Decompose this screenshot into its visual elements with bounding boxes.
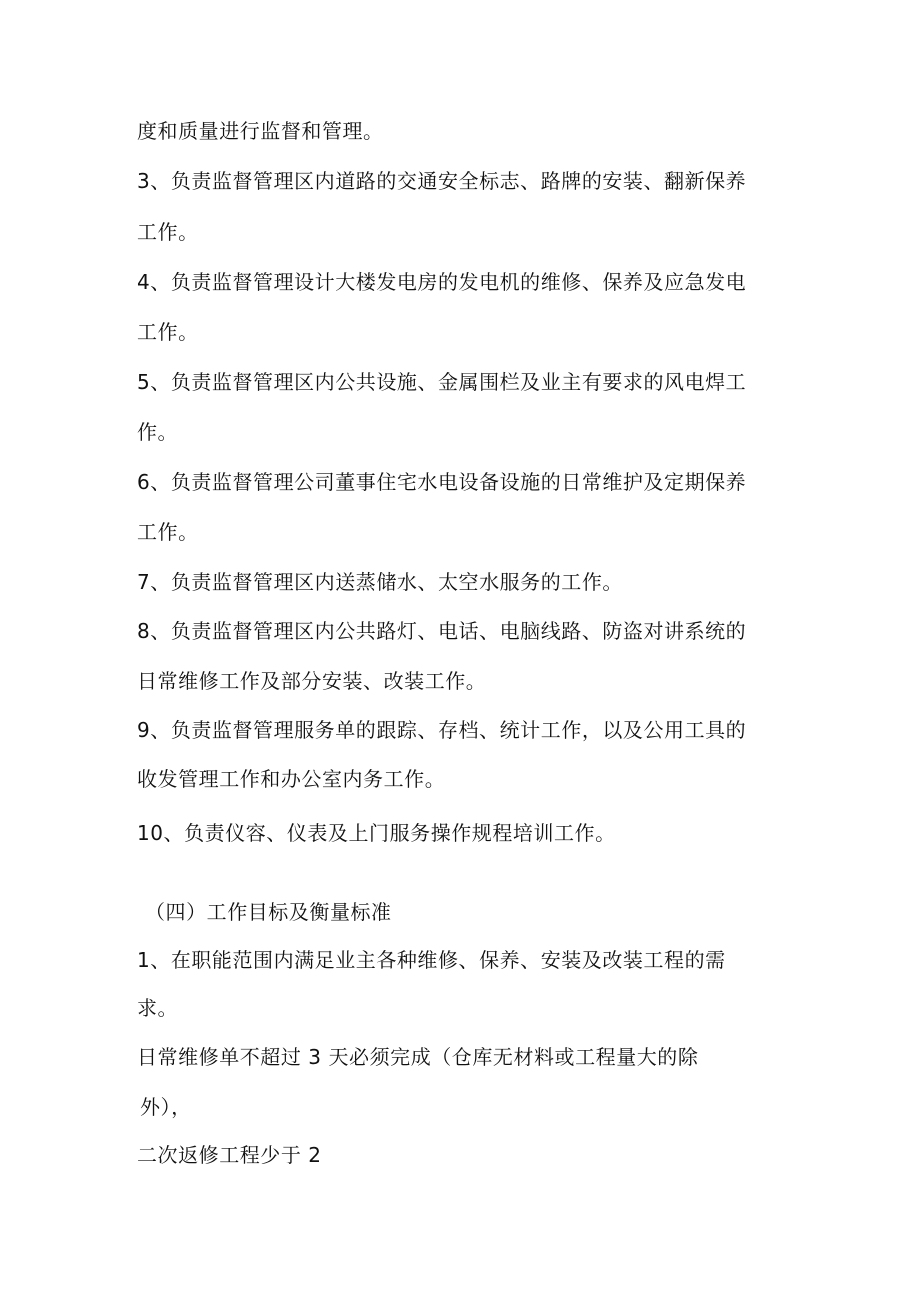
text-line-13: 9、负责监督管理服务单的跟踪、存档、统计工作，以及公用工具的 xyxy=(137,718,747,742)
text-line-14: 收发管理工作和办公室内务工作。 xyxy=(137,767,446,791)
text-line-2: 3、负责监督管理区内道路的交通安全标志、路牌的安装、翻新保养 xyxy=(137,169,747,193)
text-line-20: 外）， xyxy=(140,1095,192,1119)
text-line-18: 求。 xyxy=(137,996,179,1020)
text-line-7: 作。 xyxy=(137,420,179,444)
text-line-21: 二次返修工程少于 2 xyxy=(137,1143,322,1167)
text-line-9: 工作。 xyxy=(137,520,199,544)
text-line-1: 度和质量进行监督和管理。 xyxy=(137,119,384,143)
text-line-3: 工作。 xyxy=(137,220,199,244)
text-line-5: 工作。 xyxy=(137,320,199,344)
text-line-11: 8、负责监督管理区内公共路灯、电话、电脑线路、防盗对讲系统的 xyxy=(137,619,747,643)
section-heading: （四）工作目标及衡量标准 xyxy=(145,900,392,924)
text-line-6: 5、负责监督管理区内公共设施、金属围栏及业主有要求的风电焊工 xyxy=(137,370,747,394)
text-line-10: 7、负责监督管理区内送蒸储水、太空水服务的工作。 xyxy=(137,570,623,594)
text-line-4: 4、负责监督管理设计大楼发电房的发电机的维修、保养及应急发电 xyxy=(137,270,747,294)
text-line-19: 日常维修单不超过 3 天必须完成（仓库无材料或工程量大的除 xyxy=(137,1045,699,1069)
text-line-8: 6、负责监督管理公司董事住宅水电设备设施的日常维护及定期保养 xyxy=(137,470,747,494)
text-line-12: 日常维修工作及部分安装、改装工作。 xyxy=(137,669,487,693)
text-line-15: 10、负责仪容、仪表及上门服务操作规程培训工作。 xyxy=(137,821,616,845)
text-line-17: 1、在职能范围内满足业主各种维修、保养、安装及改装工程的需 xyxy=(137,948,726,972)
